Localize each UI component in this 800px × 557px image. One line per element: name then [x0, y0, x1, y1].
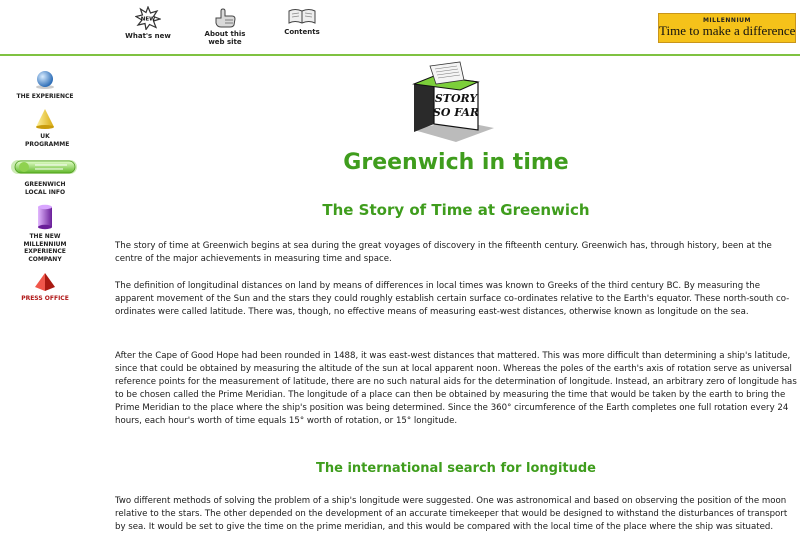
- paragraph-longitude: After the Cape of Good Hope had been rounded in 1488, it was east-west distances that mattered. This was more difficult than determining a ship's latitude, since that could be obtained by measuring the altitude of the sun at local apparent noon. Whereas the poles of the earth's axis of rotation serve as universal reference points for the measurement of latitude, there are no such natural aids for the determination of longitude. Instead, an arbitrary zero of longitude has to be chosen called the Prime Meridian. The longitude of a place can then be obtained by measuring the time that would be taken by the earth to bring the Prime Meridian to the place where the ship's position was being determined. Since the 360° circumference of the Earth completes one full rotation every 24 hours, each hour's worth of time equals 15° worth of rotation, or 15° longitude.: [115, 351, 797, 426]
- about-label: About this web site: [204, 30, 246, 46]
- sidebar-item-label: PRESS OFFICE: [21, 295, 69, 302]
- so-far-text: SO FAR: [432, 106, 480, 119]
- paragraph-latitude: The definition of longitudinal distances on land by means of differences in local times was known to Greeks of the third century BC. By measuring the apparent movement of the Sun and the stars they could roughly establish certain surface co-ordinates relative to the Earth's equator. These north-south co-ordinates were called latitude. There was, though, no effective means of measuring east-west distances, otherwise known as longitude on the sea.: [115, 281, 790, 317]
- sidebar-item-label: UK PROGRAMME: [25, 133, 70, 148]
- sidebar-item-label: GREENWICH LOCAL INFO: [24, 181, 66, 196]
- whats-new-label: What's new: [125, 32, 171, 40]
- banner-top-text: MILLENNIUM: [702, 17, 752, 24]
- sidebar-item-press-office[interactable]: [0, 272, 90, 303]
- millennium-banner[interactable]: [658, 13, 796, 43]
- page-title: Greenwich in time: [343, 150, 569, 175]
- yellow-cone-icon: [33, 108, 57, 130]
- sidebar-item-new-millennium-company[interactable]: [0, 204, 90, 263]
- green-pill-icon: [7, 156, 83, 178]
- contents-label: Contents: [284, 28, 320, 36]
- pointing-hand-icon: [212, 6, 238, 28]
- sidebar-item-label: THE EXPERIENCE: [16, 93, 74, 100]
- about-link[interactable]: [199, 6, 251, 46]
- story-text: STORY: [434, 92, 478, 105]
- story-so-far-cube-icon: [404, 58, 496, 144]
- sidebar-item-uk-programme[interactable]: [0, 108, 90, 148]
- sidebar-item-greenwich-local-info[interactable]: [0, 156, 90, 196]
- sidebar-item-label: THE NEW MILLENNIUM EXPERIENCE COMPANY: [23, 233, 67, 263]
- page-subtitle: The Story of Time at Greenwich: [322, 201, 590, 219]
- section-heading-longitude-search: The international search for longitude: [315, 461, 596, 476]
- contents-link[interactable]: [278, 6, 326, 36]
- banner-tagline: Time to make a difference: [659, 23, 796, 38]
- svg-text:NEW: NEW: [140, 16, 156, 23]
- new-star-icon: [135, 6, 161, 30]
- paragraph-intro: The story of time at Greenwich begins at sea during the great voyages of discovery in the fifteenth century. Greenwich has, through history, been at the centre of the major achievements in measuring time and space.: [115, 241, 772, 264]
- open-book-icon: [287, 6, 317, 26]
- purple-cylinder-icon: [33, 204, 57, 230]
- red-pyramid-icon: [32, 272, 58, 292]
- top-navigation: [0, 0, 800, 53]
- blue-sphere-icon: [33, 70, 57, 90]
- sidebar-item-experience[interactable]: [0, 70, 90, 101]
- paragraph-methods: Two different methods of solving the problem of a ship's longitude were suggested. One was astronomical and based on observing the position of the moon relative to the stars. The other depended on the development of an accurate timekeeper that would be designed to withstand the disturbances of transport by sea. It would be set to give the time on the prime meridian, and this would be compared with the local time of the place where the ship was situated.: [115, 496, 788, 532]
- header-divider: [0, 54, 800, 56]
- whats-new-link[interactable]: [120, 6, 176, 40]
